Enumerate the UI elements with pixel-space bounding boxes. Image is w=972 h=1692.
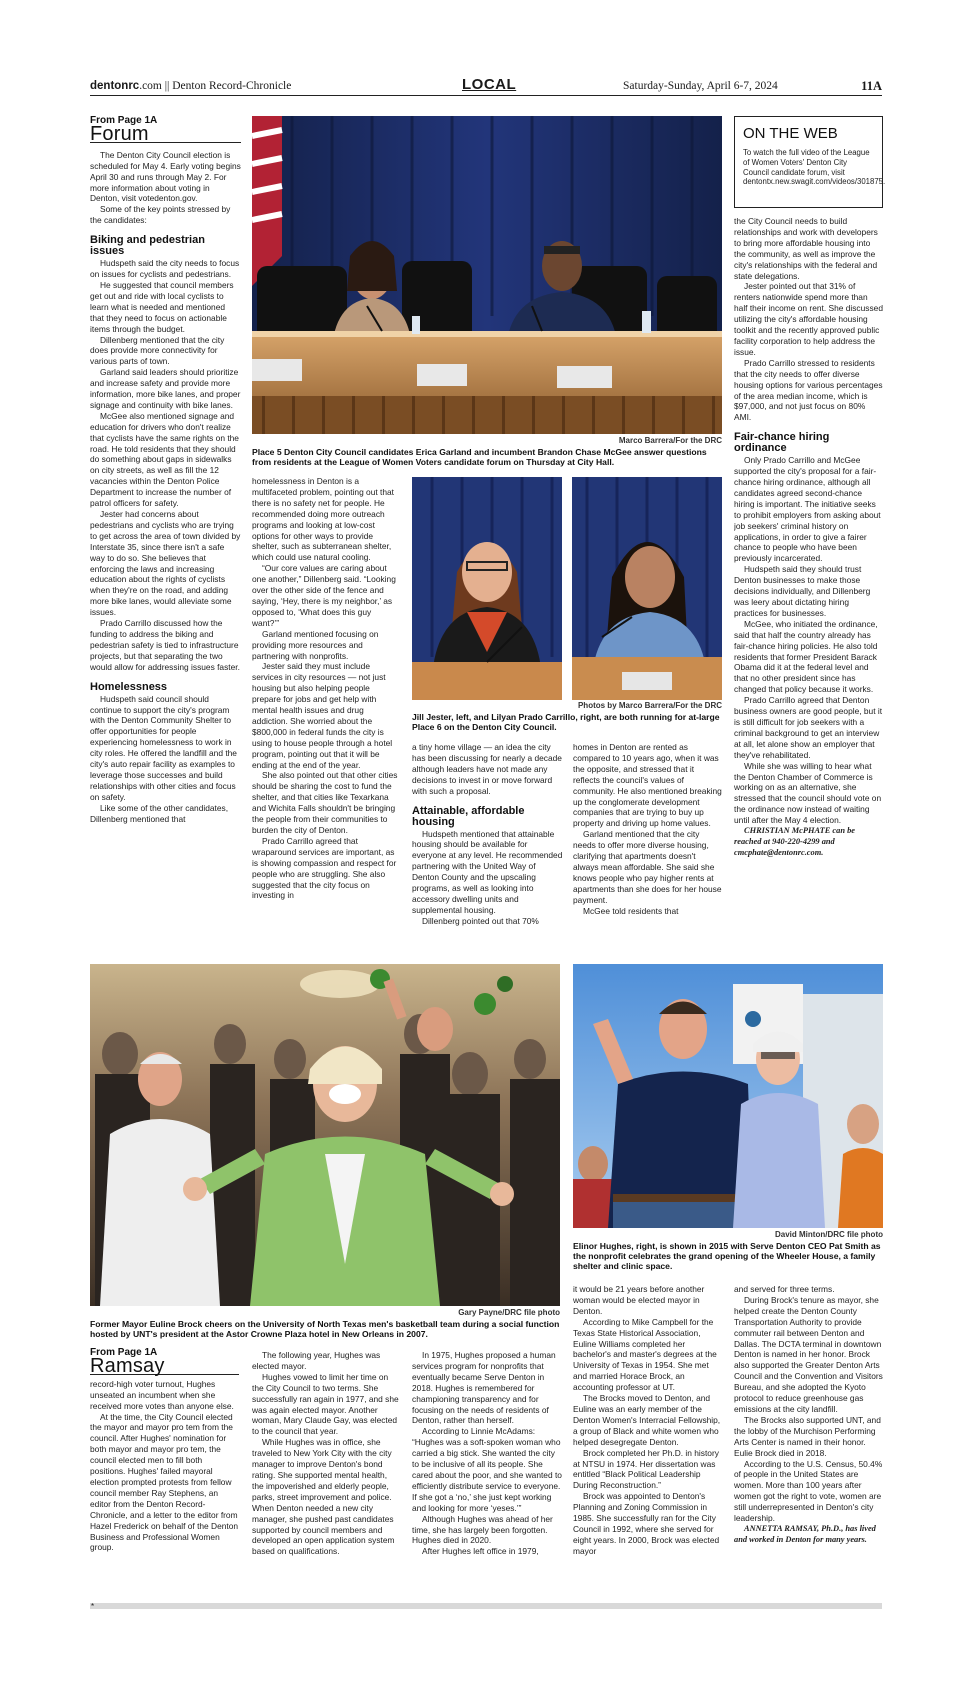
paragraph: homelessness in Denton is a multifaceted problem, pointing out that there is no safety net for people. He recommended doing more outreach programs and looking at low-cost options for other ways to provide shelter, such as subterranean shelter, which could use natural cooling. bbox=[252, 476, 394, 563]
footer-star: * bbox=[91, 1602, 95, 1611]
ramsay-column-4 bbox=[573, 1284, 723, 1600]
paragraph: Prado Carrillo agreed that wraparound services are important, as is showing compassion and respect for people who are struggling. She also suggested that the city focus on investing in bbox=[252, 835, 397, 901]
page-header bbox=[90, 78, 882, 96]
paragraph: record-high voter turnout, Hughes unseated an incumbent when she received more votes than anyone else. bbox=[90, 1378, 234, 1411]
paragraph: While she was willing to hear what the Denton Chamber of Commerce is working on as an alternative, she stressed that the council should vote on the ordinance now instead of waiting until after the May 4 election. bbox=[734, 760, 882, 826]
paragraph: Brock completed her Ph.D. in history at NTSU in 1974. Her dissertation was entitled “Black Political Leadership During Reconstruction.” bbox=[573, 1447, 719, 1491]
paragraph: According to the U.S. Census, 50.4% of people in the United States are women. More than 100 years after women got the right to vote, women are still underrepresented in Denton's city leadership. bbox=[734, 1458, 883, 1524]
photo-lilyan-prado-carrillo bbox=[572, 477, 722, 700]
story-kicker: Ramsay bbox=[90, 1361, 239, 1375]
paragraph: Jester said they must include services in city resources — not just housing but also helping people prepare for jobs and get help with mental health issues and drug addiction. She worried about the $800,000 in federal funds the city is using to house people through a hotel program, pointing out that it will be ending at the end of the year. bbox=[252, 661, 393, 770]
section-title: LOCAL bbox=[462, 76, 517, 93]
paragraph: She also pointed out that other cities should be sharing the cost to fund the shelter, and that cities like Texarkana and Wichita Falls shouldn't be bringing the people from their communities to burden the city of Denton. bbox=[252, 770, 398, 835]
paragraph: The following year, Hughes was elected mayor. bbox=[252, 1350, 381, 1371]
photo-euline-brock bbox=[90, 964, 560, 1306]
paragraph: Prado Carrillo discussed how the funding to address the biking and pedestrian safety is tied to infrastructure projects, but that separating the two would allow for addressing issues faster. bbox=[90, 618, 240, 672]
paragraph: Some of the key points stressed by the candidates: bbox=[90, 204, 231, 226]
paragraph: McGee also mentioned signage and education for drivers who don't realize that cyclists have the same rights on the road. He told residents that they should do something about gaps in sidewalks on city streets, as well as fill the 12 vacancies within the Denton Police Department to increase the number of patrol officers for safety. bbox=[90, 410, 239, 509]
photo-caption: Place 5 Denton City Council candidates Erica Garland and incumbent Brandon Chase McGee answer questions from residents at the League of Women Voters candidate forum on Thursday at City Hall. bbox=[252, 447, 707, 467]
paragraph: The Denton City Council election is scheduled for May 4. Early voting begins April 30 and runs through May 2. For more information about voting in Denton, visit votedenton.gov. bbox=[90, 149, 241, 204]
paragraph: In 1975, Hughes proposed a human services program for nonprofits that eventually became Serve Denton in 2018. Hughes is remembered for championing transparency and for focusing on the needs of residents of Denton, rather than herself. bbox=[412, 1350, 556, 1426]
photo-jill-jester bbox=[412, 477, 562, 700]
paragraph: Dillenberg pointed out that 70% bbox=[422, 915, 539, 926]
forum-column-2 bbox=[252, 476, 400, 954]
paragraph: Prado Carrillo agreed that Denton business owners are good people, but it is still difficult for job seekers with a criminal background to get an interview at all, let alone show an employer that they've rehabilitated. bbox=[734, 695, 883, 760]
paragraph: Prado Carrillo stressed to residents that the city needs to offer diverse housing options for various percentages of the area median income, which is $97,000, and not just focus on 80% AMI. bbox=[734, 357, 883, 423]
ramsay-column-5 bbox=[734, 1284, 883, 1600]
paper-name: .com || Denton Record-Chronicle bbox=[139, 80, 292, 92]
subhead: Biking and pedestrian issues bbox=[90, 234, 205, 258]
paragraph: Hudspeth said the city needs to focus on issues for cyclists and pedestrians. bbox=[90, 258, 240, 280]
paragraph: After Hughes left office in 1979, bbox=[422, 1546, 539, 1557]
photo-elinor-hughes bbox=[573, 964, 883, 1228]
paragraph: Dillenberg mentioned that the city does provide more connectivity for various parts of town. bbox=[90, 334, 225, 367]
photo-elinor-hughes-art bbox=[573, 964, 883, 1228]
ramsay-column-3 bbox=[412, 1350, 562, 1600]
paragraph: McGee, who initiated the ordinance, said that half the country already has fair-chance hiring policies. He also told residents that former President Barack Obama did it at the federal level and that no other president since has changed that policy because it works. bbox=[734, 618, 878, 695]
paragraph: Hudspeth said they should trust Denton businesses to make those decisions individually, and Dillenberg was leery about dictating hiring practices for businesses. bbox=[734, 564, 871, 618]
photo-lilyan-prado-carrillo-art bbox=[572, 477, 722, 700]
web-box-body[interactable]: To watch the full video of the League of Women Voters' Denton City Council candidate forum, visit dentontx.new.swagit.com/videos/301875. bbox=[743, 148, 886, 187]
paragraph: Garland mentioned that the city needs to offer more diverse housing, clarifying that apartments doesn't always mean affordable. She said she knows people who pay higher rents at apartments than she does for her house payment. bbox=[573, 829, 722, 905]
ramsay-column-2 bbox=[252, 1350, 400, 1600]
from-page-label: From Page 1A bbox=[90, 1348, 158, 1358]
paragraph: Garland mentioned focusing on providing more resources and partnering with nonprofits. bbox=[252, 628, 379, 661]
paragraph: Although Hughes was ahead of her time, she has largely been forgotten. Hughes died in 2020. bbox=[412, 1513, 553, 1546]
ramsay-column-1 bbox=[90, 1348, 239, 1600]
masthead-site bbox=[90, 80, 291, 92]
site-name[interactable]: dentonrc bbox=[90, 80, 140, 92]
subhead: Homelessness bbox=[90, 680, 168, 693]
paragraph: According to Mike Campbell for the Texas State Historical Association, Euline Williams completed her bachelor's and master's degrees at the University of Texas in 1954. She met and married Horace Brock, an accounting professor at UT. bbox=[573, 1316, 717, 1393]
paragraph: Brock was appointed to Denton's Planning and Zoning Commission in 1985. She successfully ran for the City Council in 1992, where she served for eight years. In 2000, Brock was elected mayor bbox=[573, 1491, 720, 1556]
web-box-title: ON THE WEB bbox=[743, 125, 838, 142]
issue-date: Saturday-Sunday, April 6-7, 2024 bbox=[623, 80, 778, 92]
author-signature: ANNETTA RAMSAY, Ph.D., has lived and worked in Denton for many years. bbox=[734, 1523, 876, 1544]
paragraph: At the time, the City Council elected the mayor and mayor pro tem from the council. After Hughes' nomination for both mayor and mayor pro tem, the council elected men to fill both positions. Hughes' failed mayoral election prompted protests from fellow council member Ray Stephens, an editor from the Denton Record-Chronicle, and a letter to the editor from Hazel Frederick on behalf of the Denton Business and Professional Women group. bbox=[90, 1411, 239, 1553]
photo-council-candidates bbox=[252, 116, 722, 434]
paragraph: The Brocks moved to Denton, and Euline was an early member of the Denton Women's Interracial Fellowship, a group of Black and white women who helped desegregate Denton. bbox=[573, 1393, 721, 1447]
photo-credit: David Minton/DRC file photo bbox=[775, 1230, 883, 1239]
photo-credit: Gary Payne/DRC file photo bbox=[458, 1308, 560, 1317]
page-number: 11A bbox=[861, 79, 882, 93]
paragraph: Only Prado Carrillo and McGee supported the city's proposal for a fair-chance hiring ordinance, although all candidates agreed second-chance hiring is important. The initiative seeks to prohibit employers from asking about job seekers' criminal history on applications, in order to give a fairer chance to people who have been previously incarcerated. bbox=[734, 455, 881, 564]
story-kicker: Forum bbox=[90, 129, 241, 143]
footer-bar bbox=[90, 1603, 882, 1609]
paragraph: The Brocks also supported UNT, and the lobby of the Murchison Performing Arts Center is named in their honor. Eulie Brock died in 2018. bbox=[734, 1414, 881, 1458]
paragraph: a tiny home village — an idea the city has been discussing for nearly a decade although leaders have not made any decisions to invest in or move forward with such a proposal. bbox=[412, 742, 562, 796]
photo-euline-brock-art bbox=[90, 964, 560, 1306]
paragraph: “Our core values are caring about one another,” Dillenberg said. “Looking over the other side of the fence and saying, ‘Hey, there is my neighbor,’ as opposed to, ‘What does this guy want?’” bbox=[252, 563, 396, 628]
photo-council-candidates-art bbox=[252, 116, 722, 434]
paragraph: Garland said leaders should prioritize and increase safety and provide more information, more bike lanes, and proper signage and continuity with bike lanes. bbox=[90, 367, 241, 410]
paragraph: Jester had concerns about pedestrians and cyclists who are trying to get across the area of town divided by Interstate 35, since there isn't a safe way to do so. She believes that enforcing the laws and increasing education about the rights of cyclists when they're on the road, and adding more bike lanes, would alleviate some issues. bbox=[90, 509, 241, 618]
forum-column-5 bbox=[734, 216, 883, 954]
paragraph: and served for three terms. bbox=[734, 1284, 835, 1294]
paragraph: During Brock's tenure as mayor, she helped create the Denton County Transportation Authority to provide commuter rail between Denton and Dallas. The DCTA terminal in downtown Denton is named in her honor. Brock also supported the Greater Denton Arts Council and the Convention and Visitors Bureau, and she adopted the Kyoto protocol to reduce greenhouse gas emissions at the city landfill. bbox=[734, 1294, 883, 1414]
from-page-label: From Page 1A bbox=[90, 116, 158, 126]
forum-column-4 bbox=[573, 742, 723, 954]
photo-credit: Photos by Marco Barrera/For the DRC bbox=[577, 701, 722, 710]
paragraph: Hudspeth mentioned that attainable housing should be available for everyone at any level. He recommended partnering with the United Way of Denton County and the upscaling programs, as well as looking into accessory dwelling units and supplemental housing. bbox=[412, 828, 563, 915]
paragraph: He suggested that council members get out and ride with local cyclists to learn what is needed and mentioned that they need to focus on actionable items through the budget. bbox=[90, 279, 234, 334]
paragraph: Hughes vowed to limit her time on the City Council to two terms. She successfully ran again in 1977, and she was again elected mayor. Another woman, Mary Claude Gay, was elected to the council that year. bbox=[252, 1371, 399, 1437]
subhead: Attainable, affordable housing bbox=[412, 804, 525, 828]
forum-column-1 bbox=[90, 116, 241, 954]
paragraph: the City Council needs to build relationships and work with developers to bring more affordable housing into the community, as well as improve the city's relationships with the federal and state delegations. bbox=[734, 216, 878, 281]
paragraph: Hudspeth said council should continue to support the city's program with the Denton Community Shelter to offer opportunities for people experiencing homelessness to work in city roles. He offered the landfill and the city's auto repair facility as examples to leverage those successes and build relationships with other cities and focus on safety. bbox=[90, 693, 237, 802]
forum-column-3 bbox=[412, 742, 563, 954]
paragraph: homes in Denton are rented as compared to 10 years ago, when it was the opposite, and stressed that it reflects the council's values of community. He also mentioned breaking up the conglomerate development companies that are trying to buy up property and driving up home values. bbox=[573, 742, 722, 829]
photo-caption: Elinor Hughes, right, is shown in 2015 with Serve Denton CEO Pat Smith as the nonprofit celebrates the grand opening of the Wheeler House, a family shelter and clinic space. bbox=[573, 1241, 881, 1271]
photo-caption: Jill Jester, left, and Lilyan Prado Carrillo, right, are both running for at-large Place 6 on the Denton City Council. bbox=[412, 712, 720, 732]
paragraph: Like some of the other candidates, Dillenberg mentioned that bbox=[90, 802, 229, 824]
paragraph: McGee told residents that bbox=[583, 905, 679, 916]
photo-jill-jester-art bbox=[412, 477, 562, 700]
paragraph: it would be 21 years before another woman would be elected mayor in Denton. bbox=[573, 1284, 705, 1316]
photo-caption: Former Mayor Euline Brock cheers on the University of North Texas men's basketball team during a social function hosted by UNT's president at the Astor Crowne Plaza hotel in New Orleans in 2007. bbox=[90, 1319, 560, 1339]
subhead: Fair-chance hiring ordinance bbox=[734, 431, 830, 455]
paragraph: Jester pointed out that 31% of renters nationwide spend more than half their income on rent. She discussed utilizing the city's affordable housing toolkit and the recently approved public facility corporation to help address the issue. bbox=[734, 281, 883, 357]
photo-credit: Marco Barrera/For the DRC bbox=[618, 436, 722, 445]
paragraph: While Hughes was in office, she traveled to New York City with the city manager to improve Denton's bond rating. She supported mental health, the impoverished and elderly people, parks, street improvement and police. When Denton needed a new city manager, she pushed past candidates supported by council members and developed an open application system based on qualifications. bbox=[252, 1437, 395, 1557]
author-signature: CHRISTIAN McPHATE can be reached at 940-220-4299 and cmcphate@dentonrc.com. bbox=[734, 826, 855, 857]
paragraph: According to Linnie McAdams: “Hughes was a soft-spoken woman who carried a big stick. She wanted the city to be inclusive of all its people. She cared about the poor, and she wanted to efficiently distribute service to everyone. If she got a ‘no,’ she just kept working and looking for more ‘yeses.’” bbox=[412, 1426, 562, 1513]
on-the-web-box bbox=[734, 116, 886, 208]
